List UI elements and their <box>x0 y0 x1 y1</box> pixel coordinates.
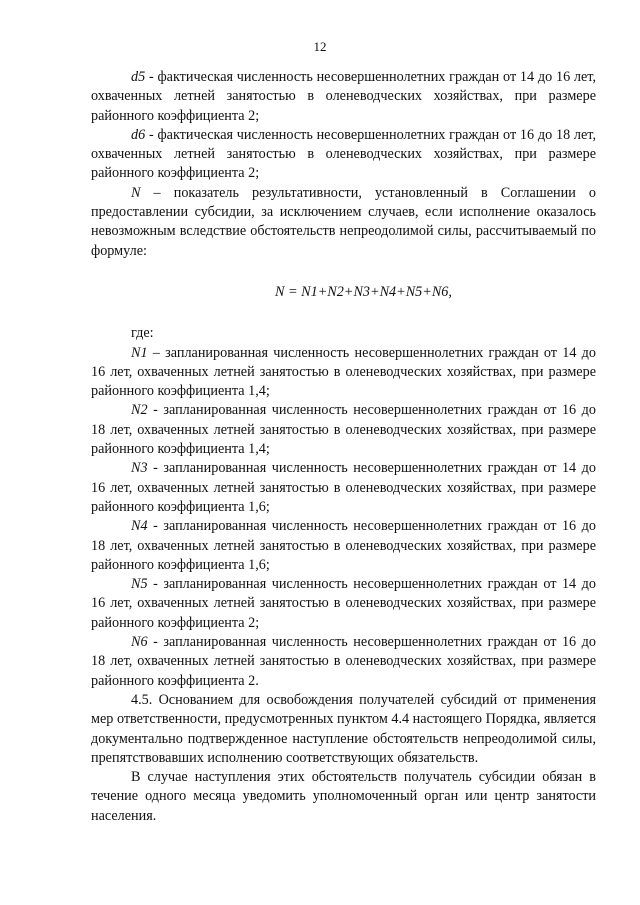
definition-n <box>91 184 596 261</box>
variable-name: N5 <box>131 576 148 593</box>
definition-n4 <box>91 517 596 575</box>
definition-text: - запланированная численность несовершеннолетних граждан от 14 до 16 лет, охваченных летней занятостью в оленеводческих хозяйствах, при размере районного коэффициента 2; <box>91 576 596 631</box>
definition-n3 <box>91 459 596 517</box>
variable-name: N1 <box>131 344 148 361</box>
definition-text: - запланированная численность несовершеннолетних граждан от 16 до 18 лет, охваченных летней занятостью в оленеводческих хозяйствах, при размере районного коэффициента 1,6; <box>91 518 596 573</box>
definition-text: – показатель результативности, установленный в Соглашении о предоставлении субсидии, за исключением случаев, если исполнение оказалось невозможным вследствие обстоятельств непреодолимой силы, рассчитываемый по формуле: <box>91 184 596 259</box>
document-body <box>91 68 596 826</box>
variable-name: N3 <box>131 460 148 477</box>
definition-d5 <box>91 68 596 126</box>
definition-n6 <box>91 633 596 691</box>
definition-text: – запланированная численность несовершеннолетних граждан от 14 до 16 лет, охваченных летней занятостью в оленеводческих хозяйствах, при размере районного коэффициента 1,4; <box>91 344 596 400</box>
definition-text: - фактическая численность несовершеннолетних граждан от 16 до 18 лет, охваченных летней занятостью в оленеводческих хозяйствах, при размере районного коэффициента 2; <box>91 126 596 182</box>
definition-text: - запланированная численность несовершеннолетних граждан от 16 до 18 лет, охваченных летней занятостью в оленеводческих хозяйствах, при размере районного коэффициента 1,4; <box>91 402 596 458</box>
definition-n5 <box>91 575 596 633</box>
variable-name: N4 <box>131 518 148 535</box>
paragraph-4-5: 4.5. Основанием для освобождения получателей субсидий от применения мер ответственности, предусмотренных пунктом 4.4 настоящего Порядка, является документально подтвержденное наступление обстоятельств непреодолимой силы, препятствовавших исполнению соответствующих обязательств. <box>91 691 596 766</box>
definition-text: - запланированная численность несовершеннолетних граждан от 16 до 18 лет, охваченных летней занятостью в оленеводческих хозяйствах, при размере районного коэффициента 2. <box>91 634 596 689</box>
definition-text: - запланированная численность несовершеннолетних граждан от 14 до 16 лет, охваченных летней занятостью в оленеводческих хозяйствах, при размере районного коэффициента 1,6; <box>91 460 596 515</box>
definition-n2 <box>91 401 596 459</box>
page-number: 12 <box>313 39 327 54</box>
variable-name: d6 <box>131 126 146 143</box>
definition-d6 <box>91 126 596 184</box>
variable-name: N2 <box>131 402 148 419</box>
where-label: где: <box>131 325 154 342</box>
definition-n1 <box>91 344 596 402</box>
variable-name: N6 <box>131 634 148 651</box>
definition-text: - фактическая численность несовершеннолетних граждан от 14 до 16 лет, охваченных летней занятостью в оленеводческих хозяйствах, при размере районного коэффициента 2; <box>91 69 596 124</box>
paragraph-notification: В случае наступления этих обстоятельств получатель субсидии обязан в течение одного месяца уведомить уполномоченный орган или центр занятости населения. <box>91 769 596 824</box>
variable-name: d5 <box>131 69 146 85</box>
formula: N = N1+N2+N3+N4+N5+N6, <box>275 283 452 300</box>
variable-name: N <box>131 184 141 201</box>
